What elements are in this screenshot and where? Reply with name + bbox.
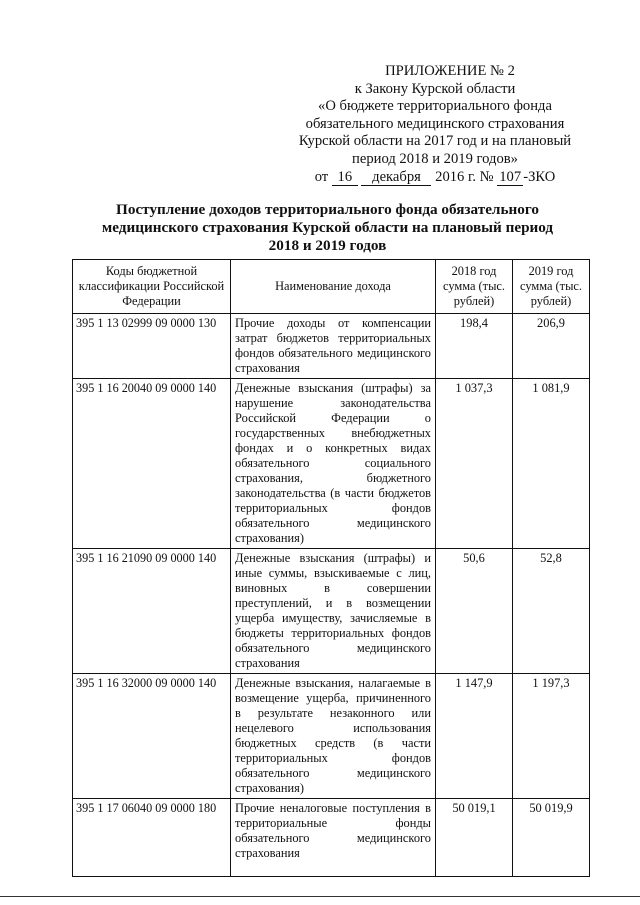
appendix-law-line: к Закону Курской области <box>354 80 516 97</box>
date-prefix: от <box>314 168 329 185</box>
row-code: 395 1 16 21090 09 0000 140 <box>73 549 231 674</box>
table-row <box>73 799 590 877</box>
table-row <box>73 379 590 549</box>
row-2018: 198,4 <box>436 314 513 379</box>
law-suffix: -ЗКО <box>523 168 556 185</box>
table-row <box>73 314 590 379</box>
row-name: Денежные взыскания, налагаемые в возмещение ущерба, причиненного в результате незаконного или нецелевого использования бюджетных средств (в части территориальных фондов обязательного медицинского страхования) <box>231 674 436 799</box>
date-year: 2016 г. № <box>435 168 494 185</box>
header-codes: Коды бюджетной классификации Российской Федерации <box>73 260 231 314</box>
row-name: Денежные взыскания (штрафы) и иные суммы, взыскиваемые с лиц, виновных в совершении преступлений, и в возмещении ущерба имуществу, зачисляемые в бюджеты территориальных фондов обязательного медицинского страхования <box>231 549 436 674</box>
title-line-3: 2018 и 2019 годов <box>268 237 387 254</box>
row-2019: 50 019,9 <box>513 799 590 877</box>
law-number: 107 <box>497 170 523 186</box>
row-name: Денежные взыскания (штрафы) за нарушение законодательства Российской Федерации о государственных внебюджетных фондах и о конкретных видах обязательного социального страхования, бюджетного законодательства (в части бюджетов территориальных фондов обязательного медицинского страхования) <box>231 379 436 549</box>
income-table <box>72 259 590 877</box>
appendix-law-title-3: Курской области на 2017 год и на плановый <box>298 133 572 150</box>
document-title <box>60 201 595 255</box>
row-2018: 50 019,1 <box>436 799 513 877</box>
date-day: 16 <box>332 170 358 186</box>
appendix-date-line <box>270 169 600 187</box>
header-name: Наименование дохода <box>231 260 436 314</box>
row-2018: 1 037,3 <box>436 379 513 549</box>
title-line-2: медицинского страхования Курской области на плановый период <box>101 219 554 236</box>
row-2019: 1 081,9 <box>513 379 590 549</box>
row-2018: 50,6 <box>436 549 513 674</box>
appendix-law-title-1: «О бюджете территориального фонда <box>318 98 552 115</box>
appendix-law-title-4: период 2018 и 2019 годов» <box>352 150 518 167</box>
appendix-number: ПРИЛОЖЕНИЕ № 2 <box>385 63 515 79</box>
row-code: 395 1 13 02999 09 0000 130 <box>73 314 231 379</box>
header-2018: 2018 год сумма (тыс. рублей) <box>436 260 513 314</box>
title-line-1: Поступление доходов территориального фонда обязательного <box>116 201 539 218</box>
table-row <box>73 549 590 674</box>
row-2019: 206,9 <box>513 314 590 379</box>
row-code: 395 1 17 06040 09 0000 180 <box>73 799 231 877</box>
appendix-law-title-2: обязательного медицинского страхования <box>305 115 565 132</box>
table-row <box>73 674 590 799</box>
row-code: 395 1 16 32000 09 0000 140 <box>73 674 231 799</box>
row-name: Прочие доходы от компенсации затрат бюджетов территориальных фондов обязательного медицинского страхования <box>231 314 436 379</box>
row-name: Прочие неналоговые поступления в территориальные фонды обязательного медицинского страхования <box>231 799 436 877</box>
row-2019: 52,8 <box>513 549 590 674</box>
row-code: 395 1 16 20040 09 0000 140 <box>73 379 231 549</box>
appendix-header <box>270 63 600 186</box>
table-header-row <box>73 260 590 314</box>
date-month: декабря <box>361 170 431 186</box>
page-bottom-rule <box>0 896 640 897</box>
header-2019: 2019 год сумма (тыс. рублей) <box>513 260 590 314</box>
row-2018: 1 147,9 <box>436 674 513 799</box>
row-2019: 1 197,3 <box>513 674 590 799</box>
